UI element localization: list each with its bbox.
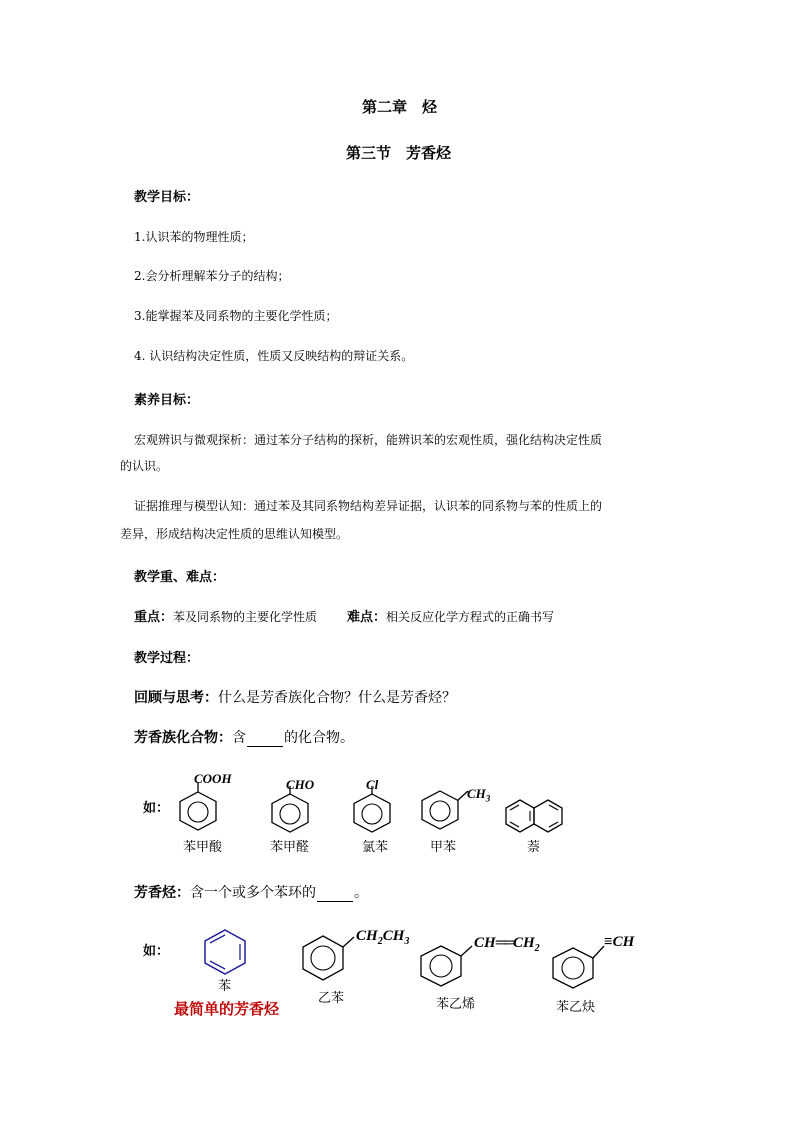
benzoic-acid-substituent: COOH <box>194 771 232 786</box>
fill-in-blank[interactable] <box>317 889 353 902</box>
chlorobenzene-name: 氯苯 <box>362 840 389 855</box>
literacy-para2-line1: 证据推理与模型认知：通过苯及其同系物结构差异证据，认识苯的同系物与苯的性质上的 <box>134 499 603 513</box>
teaching-goal-item: 4. 认识结构决定性质，性质又反映结构的辩证关系。 <box>134 349 414 363</box>
phenylacetylene-substituent: ≡CH <box>604 934 635 950</box>
aromatic-hydrocarbon-line <box>134 882 368 902</box>
literacy-para2-line2: 差异，形成结构决定性质的思维认知模型。 <box>120 527 349 541</box>
process-heading: 教学过程： <box>134 651 200 666</box>
aromatic-hydrocarbon-label: 芳香烃： <box>134 885 190 901</box>
styrene-structure <box>420 946 464 986</box>
naphthalene-name: 萘 <box>527 840 541 855</box>
review-label: 回顾与思考： <box>134 690 218 706</box>
aromatic-hydrocarbon-end: 。 <box>354 885 368 901</box>
aromatic-compound-pre: 含 <box>232 730 246 746</box>
benzene-structure <box>204 930 246 974</box>
phenylacetylene-structure <box>552 948 596 988</box>
literacy-goals-heading: 素养目标： <box>134 393 200 408</box>
difficult-label: 难点： <box>347 610 387 625</box>
benzene-note: 最简单的芳香烃 <box>174 1000 280 1018</box>
aromatic-compound-post: 的化合物。 <box>284 730 354 746</box>
examples-prefix-2: 如： <box>143 944 170 959</box>
literacy-para1-line1: 宏观辨识与微观探析：通过苯分子结构的探析，能辨识苯的宏观性质，强化结构决定性质 <box>134 433 603 447</box>
teaching-goals-heading: 教学目标： <box>134 190 200 205</box>
aromatic-hydrocarbon-text: 含一个或多个苯环的 <box>190 885 316 901</box>
toluene-name: 甲苯 <box>430 840 457 855</box>
chlorobenzene-substituent: Cl <box>366 777 379 792</box>
teaching-goal-item: 2.会分析理解苯分子的结构； <box>134 269 290 283</box>
benzoic-acid-name: 苯甲酸 <box>183 840 223 855</box>
key-points-line <box>134 606 554 625</box>
styrene-substituent: $CH══CH_2$ <box>474 935 540 954</box>
key-label: 重点： <box>134 610 174 625</box>
ethylbenzene-name: 乙苯 <box>318 991 345 1006</box>
review-line <box>134 687 456 707</box>
teaching-goal-item: 1.认识苯的物理性质； <box>134 230 254 244</box>
aromatic-compound-line <box>134 727 354 747</box>
naphthalene-structure <box>506 800 566 834</box>
phenylacetylene-name: 苯乙炔 <box>556 1000 596 1015</box>
section-title: 第三节 芳香烃 <box>346 144 452 162</box>
toluene-structure <box>420 795 462 831</box>
key-text: 苯及同系物的主要化学性质 <box>173 610 318 624</box>
chlorobenzene-structure <box>352 798 394 834</box>
benzaldehyde-name: 苯甲醛 <box>270 840 310 855</box>
key-points-heading: 教学重、难点： <box>134 570 226 585</box>
benzaldehyde-substituent: CHO <box>286 777 315 792</box>
fill-in-blank[interactable] <box>247 734 283 747</box>
aromatic-compound-label: 芳香族化合物： <box>134 730 232 746</box>
ethylbenzene-substituent: $CH_2CH_3$ <box>356 928 410 947</box>
teaching-goal-item: 3.能掌握苯及同系物的主要化学性质； <box>134 309 338 323</box>
ethylbenzene-structure <box>302 936 346 980</box>
examples-prefix: 如： <box>143 801 170 816</box>
literacy-para1-line2: 的认识。 <box>120 459 169 473</box>
chapter-title: 第二章 烃 <box>362 98 438 116</box>
review-text: 什么是芳香族化合物？什么是芳香烃？ <box>218 690 456 706</box>
benzoic-acid-structure <box>178 796 220 832</box>
styrene-name: 苯乙烯 <box>436 997 476 1012</box>
benzene-name: 苯 <box>218 979 232 994</box>
toluene-substituent: $CH_3$ <box>467 786 491 804</box>
difficult-text: 相关反应化学方程式的正确书写 <box>386 610 555 624</box>
benzaldehyde-structure <box>270 798 312 834</box>
